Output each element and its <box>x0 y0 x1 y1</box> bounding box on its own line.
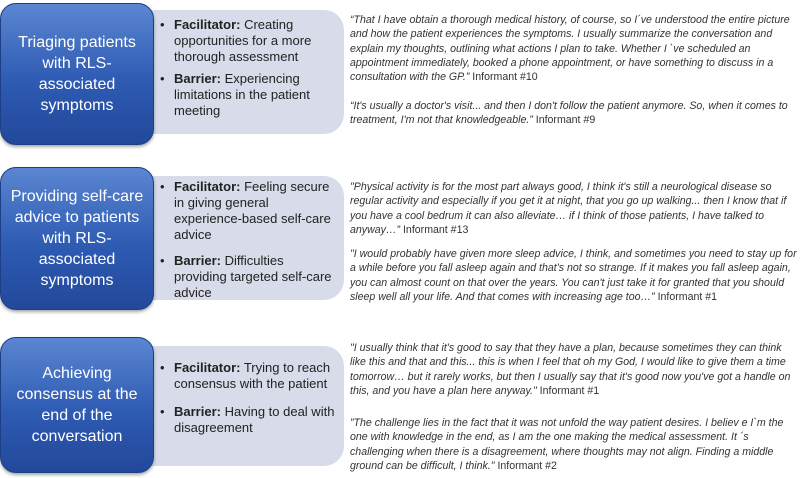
bullet-icon: • <box>160 253 165 268</box>
facilitator-text: Creating opportunities for a more thorough assessment <box>174 17 312 64</box>
quote-block <box>350 416 798 473</box>
facilitator-item <box>160 360 336 392</box>
theme-title: Triaging patients with RLS-associated symptoms <box>18 34 136 114</box>
quote-block <box>350 247 798 304</box>
quote-block <box>350 180 798 237</box>
quote-block <box>350 99 798 128</box>
bullet-icon: • <box>160 17 165 32</box>
facilitator-barrier-list <box>160 360 336 436</box>
quote-informant: Informant #10 <box>469 71 538 84</box>
quote-informant: Informant #1 <box>654 290 718 303</box>
facilitator-barrier-list <box>160 17 336 119</box>
quote-block <box>350 13 798 84</box>
quote-informant: Informant #13 <box>400 223 469 236</box>
bullet-icon: • <box>160 360 165 375</box>
barrier-text: Difficulties providing targeted self-care advice <box>174 253 332 300</box>
quote-informant: Informant #1 <box>536 384 600 397</box>
barrier-item <box>160 71 336 119</box>
barrier-item <box>160 253 336 301</box>
facilitator-label: Facilitator: <box>174 17 241 32</box>
quote-text: "I usually think that it's good to say that they have a plan, because sometimes they can think like this and that and this... this is when I feel that oh my God, I would like to give them a time tomorrow… but it rarely works, but then I usually say that it's good now you've got a handle on this, and you have a plan here anyway." <box>350 342 791 397</box>
facilitator-label: Facilitator: <box>174 360 241 375</box>
barrier-text: Experiencing limitations in the patient meeting <box>174 71 310 118</box>
theme-box <box>0 167 154 310</box>
quote-informant: Informant #9 <box>532 114 596 127</box>
quote-block <box>350 341 798 398</box>
theme-box <box>0 3 154 145</box>
facilitator-item <box>160 17 336 65</box>
theme-title: Providing self-care advice to patients with RLS-associated symptoms <box>10 188 144 289</box>
quote-text: "Physical activity is for the most part always good, I think it's still a neurological disease so regular activity and especially if you get it at night, that you go up walking... then I know that if you have a cool bedrum it can also alleviate… if I think of those patients, I have talked to anyway…” <box>350 181 787 236</box>
quote-text: "I would probably have given more sleep advice, I think, and sometimes you need to stay up for a while before you fall asleep again and that's not so strange. If it makes you fall asleep again, you can almost count on that over the years. You can't just take it for granted that you should sleep well all your life. And that comes with increasing age too…” <box>350 248 797 303</box>
theme-box <box>0 337 154 473</box>
facilitator-item <box>160 179 336 243</box>
barrier-item <box>160 404 336 436</box>
facilitator-barrier-list <box>160 179 336 301</box>
bullet-icon: • <box>160 71 165 86</box>
facilitator-label: Facilitator: <box>174 179 241 194</box>
barrier-label: Barrier: <box>174 404 221 419</box>
facilitator-text: Feeling secure in giving general experience-based self-care advice <box>174 179 331 242</box>
theme-title: Achieving consensus at the end of the conversation <box>16 365 138 445</box>
barrier-label: Barrier: <box>174 253 221 268</box>
facilitator-text: Trying to reach consensus with the patient <box>174 360 331 391</box>
quote-informant: Informant #2 <box>494 459 557 472</box>
bullet-icon: • <box>160 404 165 419</box>
barrier-text: Having to deal with disagreement <box>174 404 335 435</box>
barrier-label: Barrier: <box>174 71 221 86</box>
quote-text: “That I have obtain a thorough medical history, of course, so I´ve understood the entire picture and how the patient experiences the symptoms. I usually summarize the conversation and explain my thoughts, outlining what actions I plan to take. Whether I `ve scheduled an appointment immediately, booked a phone appointment, or have something to discuss in a consultation with the GP.” <box>350 14 790 84</box>
quote-text: “It's usually a doctor's visit... and then I don't follow the patient anymore. So, when it comes to treatment, I'm not that knowledgeable.” <box>350 100 788 127</box>
quote-text: ”The challenge lies in the fact that it was not unfold the way patient desires. I believ e I`m the one with knowledge in the end, as I am the one making the medical assessment. It ´s challenging when there is a disagreement, where thoughts may not align. Finding a middle ground can be difficult, I think." <box>350 417 784 472</box>
bullet-icon: • <box>160 179 165 194</box>
